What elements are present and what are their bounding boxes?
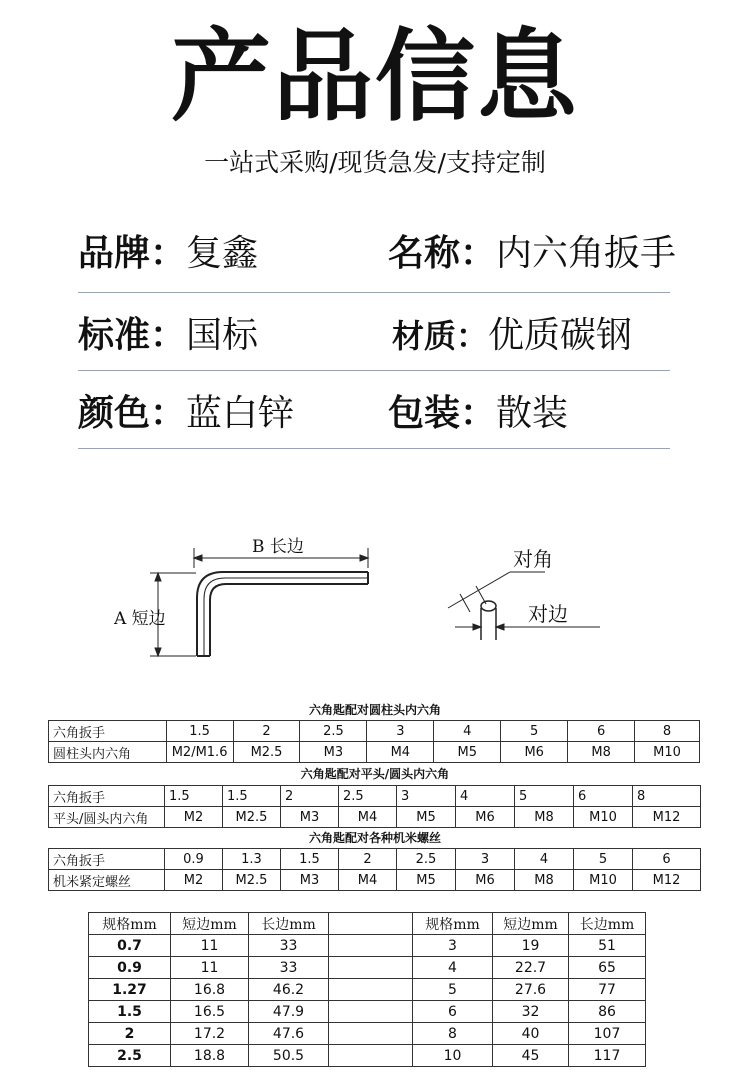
table-cell: 1.5 bbox=[223, 786, 281, 807]
table-row bbox=[49, 721, 700, 742]
table-cylinder-head bbox=[48, 720, 700, 763]
header-cell: 长边mm bbox=[569, 913, 646, 935]
table-cell: 16.8 bbox=[171, 979, 249, 1001]
short-side-label: A 短边 bbox=[114, 609, 166, 629]
table-cell: 11 bbox=[171, 935, 249, 957]
table-cell: 8 bbox=[413, 1023, 493, 1045]
table-row bbox=[49, 742, 700, 763]
brand-field bbox=[78, 232, 258, 276]
table-cell: 16.5 bbox=[171, 1001, 249, 1023]
divider bbox=[78, 448, 670, 449]
table-cell: M3 bbox=[281, 870, 339, 891]
standard-label: 标准： bbox=[78, 315, 187, 356]
table-cell: 27.6 bbox=[493, 979, 569, 1001]
table-cell: M2 bbox=[165, 870, 223, 891]
table-cell: M4 bbox=[339, 807, 397, 828]
table-title-cylinder: 六角匙配对圆柱头内六角 bbox=[308, 703, 441, 717]
table-row bbox=[49, 786, 701, 807]
table-cell: 5 bbox=[413, 979, 493, 1001]
header-cell: 短边mm bbox=[171, 913, 249, 935]
spacer-cell bbox=[329, 1023, 413, 1045]
table-cell: M8 bbox=[515, 807, 574, 828]
table-cell: 45 bbox=[493, 1045, 569, 1067]
page-subtitle: 一站式采购/现货急发/支持定制 bbox=[204, 148, 546, 177]
table-cell: 18.8 bbox=[171, 1045, 249, 1067]
table-cell: 1.5 bbox=[281, 849, 339, 870]
table-cell: 1.3 bbox=[223, 849, 281, 870]
table-cell: M2.5 bbox=[223, 807, 281, 828]
table-cell: 圆柱头内六角 bbox=[49, 742, 167, 763]
info-row-color bbox=[0, 392, 750, 452]
spacer-cell bbox=[329, 957, 413, 979]
table-cell: M6 bbox=[456, 807, 515, 828]
table-cell: M10 bbox=[574, 807, 633, 828]
table-cell: 51 bbox=[569, 935, 646, 957]
spacer-cell bbox=[329, 935, 413, 957]
table-cell: 86 bbox=[569, 1001, 646, 1023]
table-cell: 1.5 bbox=[89, 1001, 171, 1023]
header-cell: 长边mm bbox=[249, 913, 329, 935]
table-cell: 65 bbox=[569, 957, 646, 979]
table-cell: 0.9 bbox=[165, 849, 223, 870]
table-cell: 17.2 bbox=[171, 1023, 249, 1045]
table-cell: 5 bbox=[574, 849, 633, 870]
divider bbox=[78, 370, 670, 371]
table-cell: 2.5 bbox=[397, 849, 456, 870]
table-row bbox=[89, 1045, 646, 1067]
table-row bbox=[49, 807, 701, 828]
table-cell: 2 bbox=[281, 786, 339, 807]
key-outline-mid bbox=[204, 578, 368, 656]
table-cell: 8 bbox=[633, 786, 701, 807]
table-cell: 2.5 bbox=[339, 786, 397, 807]
table-cell: 6 bbox=[568, 721, 635, 742]
dimensions-table bbox=[88, 912, 646, 1067]
table-cell: M4 bbox=[367, 742, 434, 763]
table-row bbox=[89, 1023, 646, 1045]
table-cell: 2.5 bbox=[89, 1045, 171, 1067]
table-header-row bbox=[89, 913, 646, 935]
package-value: 散装 bbox=[496, 393, 569, 434]
long-side-label: B 长边 bbox=[252, 537, 304, 557]
table-cell: 33 bbox=[249, 957, 329, 979]
table-cell: M12 bbox=[633, 870, 701, 891]
table-cell: 46.2 bbox=[249, 979, 329, 1001]
table-cell: 10 bbox=[413, 1045, 493, 1067]
standard-field bbox=[78, 314, 258, 358]
table-cell: 3 bbox=[413, 935, 493, 957]
package-field bbox=[388, 392, 568, 436]
table-cell: 6 bbox=[413, 1001, 493, 1023]
header-cell: 规格mm bbox=[89, 913, 171, 935]
table-cell: 2 bbox=[233, 721, 300, 742]
table-cell: 0.7 bbox=[89, 935, 171, 957]
table-cell: 1.5 bbox=[166, 721, 233, 742]
key-outline-inner bbox=[210, 584, 368, 656]
table-cell: 机米紧定螺丝 bbox=[49, 870, 165, 891]
table-cell: M2.5 bbox=[223, 870, 281, 891]
table-cell: 6 bbox=[633, 849, 701, 870]
header-cell: 规格mm bbox=[413, 913, 493, 935]
table-cell: 3 bbox=[397, 786, 456, 807]
table-cell: 117 bbox=[569, 1045, 646, 1067]
spacer-cell bbox=[329, 913, 413, 935]
material-label: 材质： bbox=[392, 317, 489, 355]
page-title: 产品信息 bbox=[171, 18, 579, 135]
material-value: 优质碳钢 bbox=[488, 315, 633, 356]
standard-value: 国标 bbox=[186, 315, 259, 356]
table-cell: 2.5 bbox=[300, 721, 367, 742]
table-row bbox=[49, 849, 701, 870]
table-cell: M8 bbox=[568, 742, 635, 763]
name-value: 内六角扳手 bbox=[496, 233, 677, 274]
color-label: 颜色： bbox=[78, 393, 187, 434]
table-cell: 4 bbox=[434, 721, 501, 742]
material-field bbox=[392, 314, 632, 358]
table-cell: 40 bbox=[493, 1023, 569, 1045]
table-cell: 1.5 bbox=[165, 786, 223, 807]
table-cell: 8 bbox=[635, 721, 700, 742]
table-cell: 107 bbox=[569, 1023, 646, 1045]
table-cell: 5 bbox=[515, 786, 574, 807]
table-cell: 2 bbox=[339, 849, 397, 870]
spacer-cell bbox=[329, 1045, 413, 1067]
table-cell: M5 bbox=[434, 742, 501, 763]
table-row bbox=[89, 957, 646, 979]
table-cell: M2/M1.6 bbox=[166, 742, 233, 763]
table-cell: 4 bbox=[456, 786, 515, 807]
table-cell: 4 bbox=[515, 849, 574, 870]
table-cell: 2 bbox=[89, 1023, 171, 1045]
table-cell: 0.9 bbox=[89, 957, 171, 979]
table-cell: M10 bbox=[574, 870, 633, 891]
table-title-flat-round: 六角匙配对平头/圆头内六角 bbox=[300, 767, 450, 781]
table-cell: M12 bbox=[633, 807, 701, 828]
table-row bbox=[89, 935, 646, 957]
spacer-cell bbox=[329, 1001, 413, 1023]
table-cell: 22.7 bbox=[493, 957, 569, 979]
table-set-screw bbox=[48, 848, 701, 891]
table-cell: M3 bbox=[281, 807, 339, 828]
table-cell: 5 bbox=[501, 721, 568, 742]
table-cell: 6 bbox=[574, 786, 633, 807]
table-cell: 1.27 bbox=[89, 979, 171, 1001]
table-cell: 47.9 bbox=[249, 1001, 329, 1023]
table-cell: 47.6 bbox=[249, 1023, 329, 1045]
table-cell: 平头/圆头内六角 bbox=[49, 807, 165, 828]
name-label: 名称： bbox=[388, 233, 497, 274]
table-cell: M10 bbox=[635, 742, 700, 763]
table-cell: M3 bbox=[300, 742, 367, 763]
table-cell: 六角扳手 bbox=[49, 721, 167, 742]
table-cell: M2.5 bbox=[233, 742, 300, 763]
table-cell: 19 bbox=[493, 935, 569, 957]
table-cell: 六角扳手 bbox=[49, 849, 165, 870]
table-cell: 32 bbox=[493, 1001, 569, 1023]
brand-value: 复鑫 bbox=[186, 233, 259, 274]
table-cell: 3 bbox=[456, 849, 515, 870]
hex-key-diagram bbox=[0, 500, 750, 700]
table-cell: M6 bbox=[501, 742, 568, 763]
across-flats-label: 对边 bbox=[528, 602, 568, 626]
table-cell: M4 bbox=[339, 870, 397, 891]
table-cell: 50.5 bbox=[249, 1045, 329, 1067]
spacer-cell bbox=[329, 979, 413, 1001]
info-row-standard bbox=[0, 314, 750, 374]
header-cell: 短边mm bbox=[493, 913, 569, 935]
table-cell: M2 bbox=[165, 807, 223, 828]
table-cell: 33 bbox=[249, 935, 329, 957]
divider bbox=[78, 292, 670, 293]
table-cell: 4 bbox=[413, 957, 493, 979]
table-title-set-screw: 六角匙配对各种机米螺丝 bbox=[308, 831, 441, 845]
table-row bbox=[49, 870, 701, 891]
brand-label: 品牌： bbox=[78, 233, 187, 274]
table-cell: 77 bbox=[569, 979, 646, 1001]
table-cell: 11 bbox=[171, 957, 249, 979]
table-cell: 六角扳手 bbox=[49, 786, 165, 807]
diagonal-label: 对角 bbox=[513, 547, 553, 571]
name-field bbox=[388, 232, 676, 276]
table-row bbox=[89, 1001, 646, 1023]
table-cell: M5 bbox=[397, 870, 456, 891]
package-label: 包装： bbox=[388, 393, 497, 434]
table-row bbox=[89, 979, 646, 1001]
table-flat-round-head bbox=[48, 785, 701, 828]
hex-section bbox=[481, 601, 496, 640]
color-value: 蓝白锌 bbox=[186, 393, 295, 434]
table-cell: M5 bbox=[397, 807, 456, 828]
color-field bbox=[78, 392, 294, 436]
table-cell: M6 bbox=[456, 870, 515, 891]
table-cell: 3 bbox=[367, 721, 434, 742]
table-cell: M8 bbox=[515, 870, 574, 891]
info-row-brand bbox=[0, 232, 750, 292]
